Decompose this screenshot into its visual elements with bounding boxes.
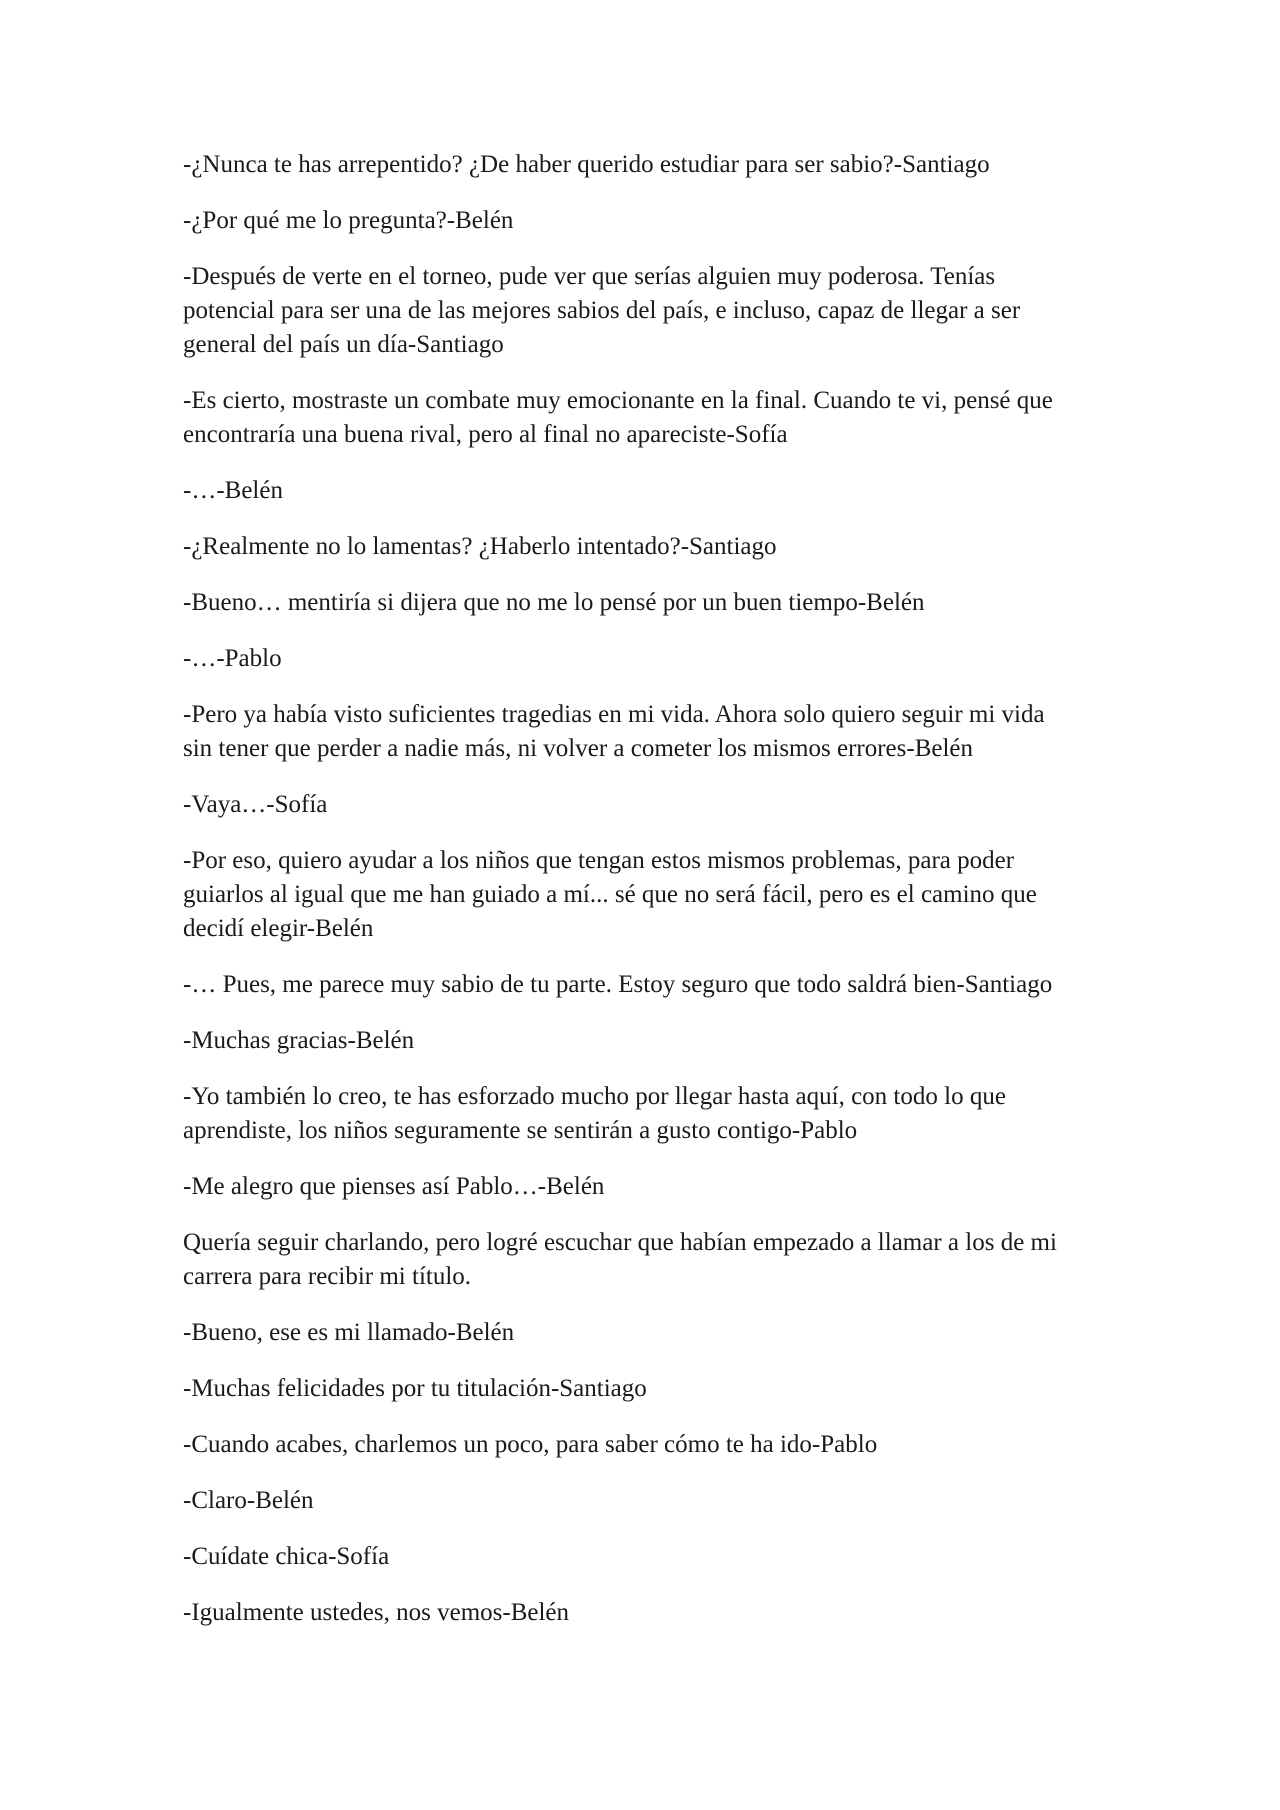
text-line: -Muchas gracias-Belén bbox=[183, 1027, 415, 1054]
text-line: -… Pues, me parece muy sabio de tu parte. Estoy seguro que todo saldrá bien-Santiago bbox=[183, 971, 1053, 998]
text-line: -Por eso, quiero ayudar a los niños que tengan estos mismos problemas, para poder bbox=[183, 847, 1015, 874]
paragraph bbox=[183, 1024, 1103, 1058]
text-line: -Me alegro que pienses así Pablo…-Belén bbox=[183, 1173, 605, 1200]
paragraph bbox=[183, 1226, 1103, 1294]
paragraph bbox=[183, 642, 1103, 676]
paragraph bbox=[183, 1428, 1103, 1462]
paragraph bbox=[183, 586, 1103, 620]
text-line: -Pero ya había visto suficientes tragedias en mi vida. Ahora solo quiero seguir mi vida bbox=[183, 701, 1045, 728]
paragraph bbox=[183, 844, 1103, 946]
text-line: -Claro-Belén bbox=[183, 1487, 314, 1514]
text-line: -Yo también lo creo, te has esforzado mucho por llegar hasta aquí, con todo lo que bbox=[183, 1083, 1006, 1110]
text-line: -Vaya…-Sofía bbox=[183, 791, 328, 818]
text-line: guiarlos al igual que me han guiado a mí... sé que no será fácil, pero es el camino que bbox=[183, 881, 1037, 908]
text-line: -¿Por qué me lo pregunta?-Belén bbox=[183, 207, 514, 234]
paragraph bbox=[183, 1316, 1103, 1350]
text-line: potencial para ser una de las mejores sabios del país, e incluso, capaz de llegar a ser bbox=[183, 297, 1021, 324]
paragraph bbox=[183, 148, 1103, 182]
text-line: -Igualmente ustedes, nos vemos-Belén bbox=[183, 1599, 570, 1626]
text-line: general del país un día-Santiago bbox=[183, 331, 504, 358]
text-line: decidí elegir-Belén bbox=[183, 915, 374, 942]
paragraph bbox=[183, 204, 1103, 238]
text-line: encontraría una buena rival, pero al final no apareciste-Sofía bbox=[183, 421, 788, 448]
document-body bbox=[183, 148, 1103, 1652]
text-line: -Cuídate chica-Sofía bbox=[183, 1543, 390, 1570]
paragraph bbox=[183, 788, 1103, 822]
paragraph bbox=[183, 384, 1103, 452]
text-line: -Bueno… mentiría si dijera que no me lo pensé por un buen tiempo-Belén bbox=[183, 589, 925, 616]
text-line: carrera para recibir mi título. bbox=[183, 1263, 472, 1290]
paragraph bbox=[183, 260, 1103, 362]
text-line: sin tener que perder a nadie más, ni volver a cometer los mismos errores-Belén bbox=[183, 735, 974, 762]
paragraph bbox=[183, 1484, 1103, 1518]
text-line: aprendiste, los niños seguramente se sentirán a gusto contigo-Pablo bbox=[183, 1117, 858, 1144]
paragraph bbox=[183, 1170, 1103, 1204]
text-line: -¿Nunca te has arrepentido? ¿De haber querido estudiar para ser sabio?-Santiago bbox=[183, 151, 990, 178]
text-line: -Bueno, ese es mi llamado-Belén bbox=[183, 1319, 515, 1346]
paragraph bbox=[183, 474, 1103, 508]
paragraph bbox=[183, 1596, 1103, 1630]
text-line: -Es cierto, mostraste un combate muy emocionante en la final. Cuando te vi, pensé que bbox=[183, 387, 1053, 414]
text-line: -Cuando acabes, charlemos un poco, para saber cómo te ha ido-Pablo bbox=[183, 1431, 878, 1458]
text-line: Quería seguir charlando, pero logré escuchar que habían empezado a llamar a los de mi bbox=[183, 1229, 1057, 1256]
text-line: -…-Belén bbox=[183, 477, 283, 504]
text-line: -Después de verte en el torneo, pude ver que serías alguien muy poderosa. Tenías bbox=[183, 263, 996, 290]
paragraph bbox=[183, 698, 1103, 766]
text-line: -Muchas felicidades por tu titulación-Santiago bbox=[183, 1375, 647, 1402]
paragraph bbox=[183, 530, 1103, 564]
text-line: -…-Pablo bbox=[183, 645, 282, 672]
paragraph bbox=[183, 1080, 1103, 1148]
paragraph bbox=[183, 968, 1103, 1002]
text-line: -¿Realmente no lo lamentas? ¿Haberlo intentado?-Santiago bbox=[183, 533, 777, 560]
paragraph bbox=[183, 1372, 1103, 1406]
paragraph bbox=[183, 1540, 1103, 1574]
